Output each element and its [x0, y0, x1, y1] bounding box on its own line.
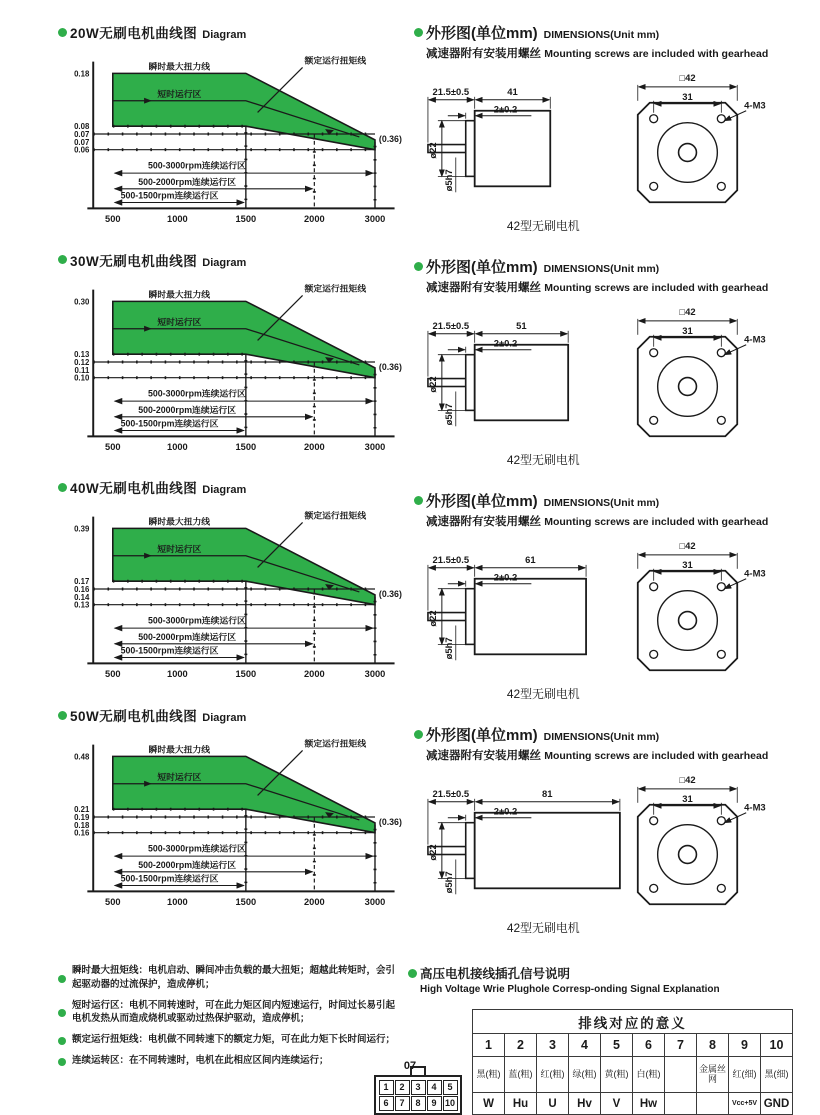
peak-line-label: 瞬时最大扭力线 — [148, 289, 211, 300]
flange-dia-dim: ø22 — [427, 610, 439, 627]
dimension-subtitle-zh: 减速器附有安装用螺丝 — [426, 516, 541, 529]
dimension-heading — [414, 724, 820, 745]
y-tick: 0.39 — [74, 524, 90, 534]
dimension-heading — [414, 490, 820, 511]
dimension-title-en: DIMENSIONS(Unit mm) — [543, 497, 660, 510]
wiring-pin-cell: 3 — [537, 1034, 569, 1057]
x-tick: 500 — [105, 441, 121, 452]
wiring-color-cell: 红(细) — [729, 1057, 761, 1093]
dimension-title-zh: 外形图(单位mm) — [426, 493, 538, 511]
bullet-icon — [58, 1009, 66, 1017]
x-tick: 500 — [105, 669, 121, 680]
bullet-icon — [58, 1037, 66, 1045]
x-tick: 2000 — [304, 669, 325, 680]
dimension-subtitle-zh: 减速器附有安装用螺丝 — [426, 48, 541, 60]
dimension-subtitle-en: Mounting screws are included with gearhead — [544, 750, 769, 763]
motor-curve-section — [58, 477, 400, 700]
flange-dia-dim: ø22 — [427, 376, 439, 393]
wiring-pin-cell: 5 — [601, 1034, 633, 1057]
y-tick: 0.30 — [74, 296, 90, 306]
x-tick: 3000 — [364, 669, 386, 680]
wiring-color-cell: 黑(粗) — [473, 1057, 505, 1093]
screw-spec-label: 4-M3 — [744, 802, 766, 814]
bolt-pitch-dim: 31 — [682, 91, 693, 103]
wiring-sig-cell: W — [473, 1093, 505, 1115]
motor-curve-section — [58, 22, 400, 245]
bullet-icon — [58, 255, 67, 264]
front-length-dim: 21.5±0.5 — [432, 86, 470, 98]
x-tick: 3000 — [364, 214, 386, 225]
bullet-icon — [408, 969, 417, 978]
wiring-color-cell: 黑(细) — [761, 1057, 793, 1093]
dimension-title-zh: 外形图(单位mm) — [426, 727, 538, 745]
right-annotation: (0.36) — [378, 133, 402, 144]
connector-body — [374, 1075, 462, 1115]
wiring-pin-cell: 10 — [761, 1034, 793, 1057]
bullet-icon — [414, 262, 423, 271]
note-item — [58, 999, 400, 1027]
bullet-icon — [58, 483, 67, 492]
body-length-dim: 51 — [516, 320, 527, 332]
chart-title-en: Diagram — [202, 484, 247, 497]
wiring-pin-cell: 8 — [697, 1034, 729, 1057]
dimension-heading — [414, 256, 820, 277]
y-tick: 0.07 — [74, 137, 90, 147]
shaft-dia-dim: ø5h7 — [443, 403, 455, 426]
wiring-pin-cell: 7 — [665, 1034, 697, 1057]
x-tick: 1500 — [235, 441, 257, 452]
chart-heading — [58, 477, 400, 497]
front-length-dim: 21.5±0.5 — [432, 320, 470, 332]
motor-curve-section — [58, 250, 400, 473]
dimension-subtitle — [426, 513, 820, 529]
zone-3000-label: 500-3000rpm连续运行区 — [148, 387, 246, 398]
short-zone-label: 短时运行区 — [157, 544, 202, 555]
x-tick: 2000 — [304, 441, 325, 452]
drawing-caption: 42型无刷电机 — [506, 921, 580, 936]
peak-line-label: 瞬时最大扭力线 — [148, 516, 211, 527]
front-length-dim: 21.5±0.5 — [432, 554, 470, 566]
dimension-subtitle-en: Mounting screws are included with gearhead — [544, 516, 769, 529]
zone-2000-label: 500-2000rpm连续运行区 — [138, 632, 237, 643]
curve-charts-column — [0, 22, 400, 958]
wiring-pin-cell: 4 — [569, 1034, 601, 1057]
note-item — [58, 964, 400, 992]
y-tick: 0.13 — [74, 600, 90, 610]
chart-title: 30W无刷电机曲线图 — [70, 253, 198, 269]
note-text: 瞬时最大扭矩线：电机启动、瞬间冲击负载的最大扭矩；超越此转矩时，会引起驱动器的过流保护，造成停机； — [72, 965, 396, 990]
zone-3000-label: 500-3000rpm连续运行区 — [148, 843, 246, 854]
zone-1500-label: 500-1500rpm连续运行区 — [120, 645, 219, 656]
note-text: 连续运转区：在不同转速时，电机在此相应区间内连续运行； — [72, 1054, 329, 1066]
y-tick: 0.12 — [74, 357, 90, 367]
y-tick: 0.13 — [74, 349, 90, 359]
short-zone-label: 短时运行区 — [157, 771, 202, 782]
dimension-title-en: DIMENSIONS(Unit mm) — [543, 29, 660, 41]
bullet-icon — [414, 496, 423, 505]
dimension-title-zh: 外形图(单位mm) — [426, 25, 538, 42]
x-tick: 1000 — [167, 669, 188, 680]
connector-pin: 9 — [427, 1096, 442, 1111]
shaft-dia-dim: ø5h7 — [443, 871, 455, 894]
x-tick: 1500 — [235, 897, 257, 908]
right-annotation: (0.36) — [378, 361, 402, 372]
torque-speed-chart — [58, 272, 420, 468]
note-text: 短时运行区：电机不同转速时，可在此力矩区间内短速运行，时间过长易引起电机发热从而造成烧机或驱动过热保护驱动，造成停机； — [72, 999, 396, 1025]
connector-pin: 10 — [443, 1096, 458, 1111]
chart-title: 50W无刷电机曲线图 — [70, 709, 198, 725]
wiring-sig-cell: Hw — [633, 1093, 665, 1115]
x-tick: 500 — [105, 214, 121, 225]
x-tick: 500 — [105, 897, 121, 908]
drawing-caption: 42型无刷电机 — [506, 219, 580, 234]
drawing-caption: 42型无刷电机 — [506, 453, 580, 468]
dimension-subtitle — [426, 747, 820, 763]
zone-3000-label: 500-3000rpm连续运行区 — [148, 615, 246, 626]
wiring-sig-cell: V — [601, 1093, 633, 1115]
x-tick: 1500 — [235, 669, 257, 680]
dimension-heading — [414, 22, 820, 43]
y-tick: 0.18 — [74, 69, 90, 79]
x-tick: 3000 — [364, 897, 386, 908]
rated-line-label: 额定运行扭矩线 — [304, 283, 367, 294]
right-annotation: (0.36) — [378, 816, 402, 827]
wiring-title-zh: 高压电机接线插孔信号说明 — [420, 967, 571, 982]
motor-curve-section — [58, 705, 400, 928]
y-tick: 0.17 — [74, 577, 90, 587]
y-tick: 0.16 — [74, 585, 90, 595]
dimension-subtitle-en: Mounting screws are included with gearhead — [544, 282, 769, 295]
chart-title: 40W无刷电机曲线图 — [70, 481, 198, 497]
motor-outline-drawing — [414, 297, 782, 476]
rated-line-label: 额定运行扭矩线 — [304, 510, 367, 521]
wiring-sig-cell: Hu — [505, 1093, 537, 1115]
wiring-pin-cell: 6 — [633, 1034, 665, 1057]
zone-2000-label: 500-2000rpm连续运行区 — [138, 859, 237, 870]
x-tick: 2000 — [304, 214, 325, 225]
wiring-color-cell: 绿(粗) — [569, 1057, 601, 1093]
curve-notes — [0, 964, 400, 1115]
wiring-sig-cell: GND — [761, 1093, 793, 1115]
chart-heading — [58, 250, 400, 270]
x-tick: 1000 — [167, 441, 188, 452]
connector-pin: 1 — [379, 1080, 394, 1095]
wiring-table-title: 排线对应的意义 — [473, 1010, 793, 1034]
square-size-dim: □42 — [679, 306, 696, 318]
right-annotation: (0.36) — [378, 589, 402, 600]
wiring-color-cell: 白(粗) — [633, 1057, 665, 1093]
short-zone-label: 短时运行区 — [157, 316, 202, 327]
y-tick: 0.18 — [74, 820, 90, 830]
x-tick: 3000 — [364, 441, 386, 452]
connector-pin: 5 — [443, 1080, 458, 1095]
y-tick: 0.21 — [74, 805, 90, 815]
zone-1500-label: 500-1500rpm连续运行区 — [120, 190, 219, 201]
y-tick: 0.10 — [74, 373, 90, 383]
body-length-dim: 81 — [542, 788, 553, 800]
wiring-color-cell: 金属丝网 — [697, 1057, 729, 1093]
dimension-title-en: DIMENSIONS(Unit mm) — [543, 263, 660, 276]
wiring-pin-cell: 9 — [729, 1034, 761, 1057]
flange-dia-dim: ø22 — [427, 844, 439, 861]
peak-line-label: 瞬时最大扭力线 — [148, 744, 211, 755]
shaft-step-dim: 2±0.2 — [493, 104, 518, 116]
screw-spec-label: 4-M3 — [744, 334, 766, 346]
connector-pin: 2 — [395, 1080, 410, 1095]
wiring-section — [383, 964, 820, 1115]
y-tick: 0.08 — [74, 122, 90, 132]
bullet-icon — [58, 711, 67, 720]
screw-spec-label: 4-M3 — [744, 568, 766, 580]
drawing-caption: 42型无刷电机 — [506, 687, 580, 702]
dimension-subtitle-zh: 减速器附有安装用螺丝 — [426, 282, 541, 295]
shaft-step-dim: 2±0.2 — [493, 338, 518, 350]
note-text: 额定运行扭矩线：电机做不同转速下的额定力矩，可在此力矩下长时间运行； — [72, 1034, 396, 1046]
connector-pin: 7 — [395, 1096, 410, 1111]
connector-pin: 4 — [427, 1080, 442, 1095]
dimension-section — [414, 22, 820, 247]
wiring-sig-cell: Vcc+5V — [729, 1093, 761, 1115]
bolt-pitch-dim: 31 — [682, 793, 693, 805]
wiring-color-cell: 蓝(粗) — [505, 1057, 537, 1093]
torque-speed-chart — [58, 44, 420, 240]
bullet-icon — [58, 28, 67, 37]
x-tick: 2000 — [304, 897, 325, 908]
square-size-dim: □42 — [679, 774, 696, 786]
wiring-heading — [408, 964, 820, 982]
wiring-pin-cell: 1 — [473, 1034, 505, 1057]
square-size-dim: □42 — [679, 540, 696, 552]
zone-3000-label: 500-3000rpm连续运行区 — [148, 160, 246, 171]
page-number: 07 — [403, 1060, 417, 1072]
y-tick: 0.14 — [74, 593, 90, 603]
bullet-icon — [414, 28, 423, 37]
y-tick: 0.19 — [74, 812, 90, 822]
body-length-dim: 61 — [525, 554, 536, 566]
connector-pin: 6 — [379, 1096, 394, 1111]
shaft-dia-dim: ø5h7 — [443, 169, 455, 192]
rated-line-label: 额定运行扭矩线 — [304, 738, 367, 749]
chart-title-en: Diagram — [202, 256, 247, 269]
zone-1500-label: 500-1500rpm连续运行区 — [120, 873, 219, 884]
x-tick: 1000 — [167, 897, 188, 908]
dimension-subtitle-zh: 减速器附有安装用螺丝 — [426, 750, 541, 763]
bolt-pitch-dim: 31 — [682, 325, 693, 337]
zone-2000-label: 500-2000rpm连续运行区 — [138, 176, 237, 187]
chart-title: 20W无刷电机曲线图 — [70, 26, 198, 41]
wiring-sig-cell: Hv — [569, 1093, 601, 1115]
screw-spec-label: 4-M3 — [744, 100, 766, 112]
front-length-dim: 21.5±0.5 — [432, 788, 470, 800]
short-zone-label: 短时运行区 — [157, 88, 202, 99]
rated-line-label: 额定运行扭矩线 — [304, 55, 367, 66]
dimension-subtitle — [426, 45, 820, 61]
bottom-row — [0, 964, 820, 1115]
dimension-section — [414, 490, 820, 715]
shaft-step-dim: 2±0.2 — [493, 806, 518, 818]
dimension-title-zh: 外形图(单位mm) — [426, 259, 538, 277]
page-footer — [0, 1056, 820, 1074]
zone-1500-label: 500-1500rpm连续运行区 — [120, 418, 219, 429]
motor-outline-drawing — [414, 63, 782, 242]
connector-row-bottom — [378, 1095, 458, 1111]
y-tick: 0.48 — [74, 752, 90, 762]
square-size-dim: □42 — [679, 72, 696, 84]
y-tick: 0.07 — [74, 129, 90, 139]
connector-row-top — [378, 1079, 458, 1095]
shaft-step-dim: 2±0.2 — [493, 572, 518, 584]
torque-speed-chart — [58, 499, 420, 695]
torque-speed-chart — [58, 727, 420, 923]
wiring-sig-cell: U — [537, 1093, 569, 1115]
dimension-column — [400, 22, 820, 958]
dimension-section — [414, 256, 820, 481]
dimension-subtitle — [426, 279, 820, 295]
y-tick: 0.16 — [74, 828, 90, 838]
zone-2000-label: 500-2000rpm连续运行区 — [138, 404, 237, 415]
motor-outline-drawing — [414, 765, 782, 944]
x-tick: 1500 — [235, 214, 257, 225]
wiring-color-cell: 红(粗) — [537, 1057, 569, 1093]
x-tick: 1000 — [167, 214, 188, 225]
bullet-icon — [414, 730, 423, 739]
bullet-icon — [58, 975, 66, 983]
chart-title-en: Diagram — [202, 29, 247, 41]
dimension-section — [414, 724, 820, 949]
chart-title-en: Diagram — [202, 712, 247, 725]
peak-line-label: 瞬时最大扭力线 — [148, 61, 211, 72]
bolt-pitch-dim: 31 — [682, 559, 693, 571]
y-tick: 0.11 — [74, 365, 90, 375]
shaft-dia-dim: ø5h7 — [443, 637, 455, 660]
chart-heading — [58, 705, 400, 725]
wiring-color-cell: 黄(粗) — [601, 1057, 633, 1093]
body-length-dim: 41 — [507, 86, 518, 98]
note-item — [58, 1033, 400, 1047]
dimension-subtitle-en: Mounting screws are included with gearhead — [544, 48, 769, 60]
dimension-title-en: DIMENSIONS(Unit mm) — [543, 731, 660, 744]
connector-pin: 3 — [411, 1080, 426, 1095]
chart-heading — [58, 22, 400, 42]
wiring-pin-cell: 2 — [505, 1034, 537, 1057]
wiring-title-en: High Voltage Wrie Plughole Corresp-onding Signal Explanation — [420, 984, 720, 996]
y-tick: 0.06 — [74, 145, 90, 155]
connector-pin: 8 — [411, 1096, 426, 1111]
flange-dia-dim: ø22 — [427, 142, 439, 159]
motor-outline-drawing — [414, 531, 782, 710]
